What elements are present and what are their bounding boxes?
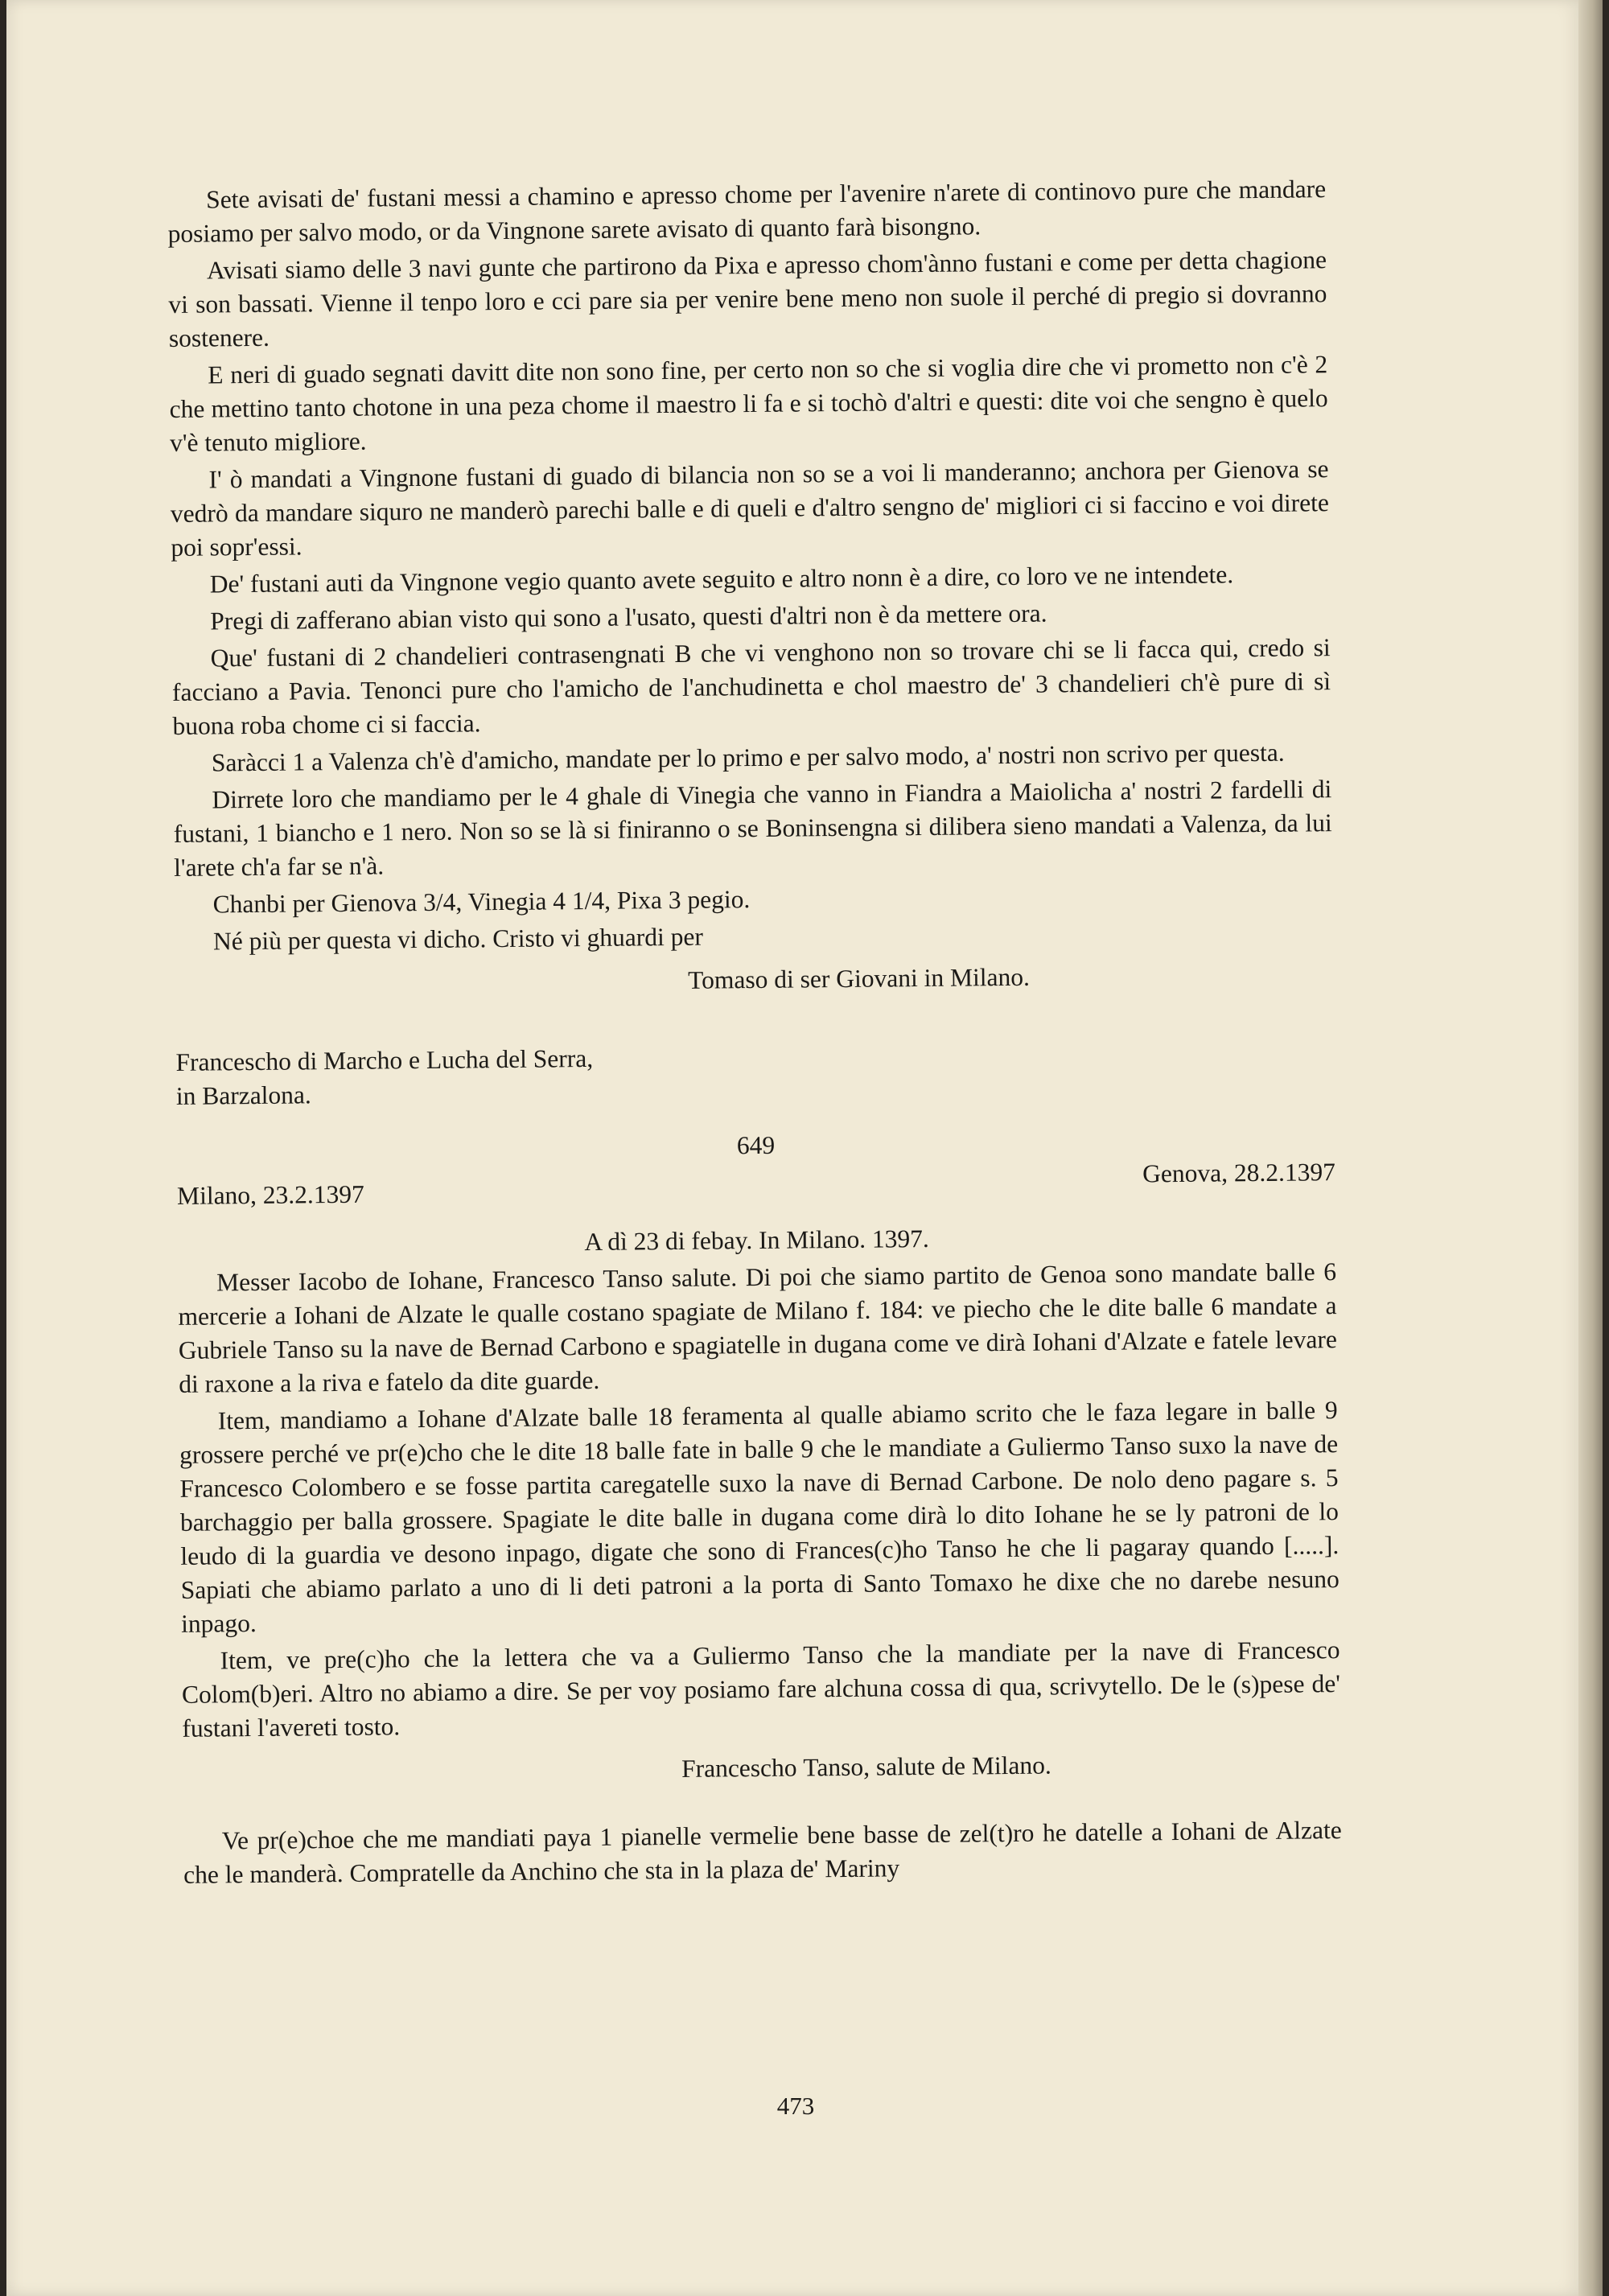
letter1-paragraph: Dirrete loro che mandiamo per le 4 ghale di Vinegia che vanno in Fiandra a Maiolicha a' nostri 2 fardelli di fustani, 1 biancho e 1 nero. Non so se là si finiranno o se Boninsengna si dilibera sieno mandati a Valenza, da lui l'arete ch'a far se n'à. [173,775,1332,882]
letter1-address [175,1035,1335,1113]
letter1-paragraph: De' fustani auti da Vingnone vegio quanto avete seguito e altro nonn è a dire, co loro ve ne intendete. [209,560,1234,599]
book-page [6,0,1585,2296]
page-number: 473 [776,2092,815,2120]
letter-destination: Genova, 28.2.1397 [1142,1158,1336,1188]
letter1-paragraph: Pregi di zafferano abian visto qui sono a l'usato, questi d'altri non è da mettere ora. [210,599,1047,636]
letter1-paragraph: Chanbi per Gienova 3/4, Vinegia 4 1/4, Pixa 3 pegio. [212,885,751,919]
letter2-paragraph: Item, ve pre(c)ho che la lettera che va a Guliermo Tanso che la mandiate per la nave di Francesco Colom(b)eri. Altro no abiamo a dire. Se per voy posiamo fare alchuna cossa di qua, scrivytello. De le (s)pese de' fustani l'avereti tosto. [181,1636,1341,1743]
letter2-postscript: Ve pr(e)choe che me mandiati paya 1 pianelle vermelie bene basse de zel(t)ro he datelle a Iohani de Alzate che le manderà. Compratelle da Anchino che sta in la plaza de' Mariny [183,1816,1342,1889]
letter1-paragraph: Né più per questa vi dicho. Cristo vi ghuardi per [212,922,704,956]
letter1-paragraph: Que' fustani di 2 chandelieri contrasengnati B che vi venghono non so trovare chi se li facca qui, credo si facciano a Pavia. Tenonci pure cho l'amicho de l'anchudinetta e chol maestro de' 3 chandelieri ch'è pure di sì buona roba chome ci si faccia. [171,633,1331,740]
letter1-paragraph: Sete avisati de' fustani messi a chamino e apresso chome per l'avenire n'arete di continovo pure che mandare posiamo per salvo modo, or da Vingnone sarete avisato di quanto farà bisongno. [167,175,1327,248]
address-line: Francescho di Marcho e Lucha del Serra, [175,1043,594,1076]
letter1-paragraph: I' ò mandati a Vingnone fustani di guado di bilancia non so se a voi li manderanno; anchora per Gienova se vedrò da mandare siquro ne manderò parechi balle e di queli e d'altro sengno de' migliori ci si faccino e voi direte poi sopr'essi. [170,455,1330,562]
letter1-signature: Tomaso di ser Giovani in Milano. [687,962,1031,994]
letter2-heading [176,1123,1335,1229]
letter-number: 649 [736,1130,776,1160]
letter1-paragraph: Avisati siamo delle 3 navi gunte che partirono da Pixa e apresso chom'ànno fustani e come per detta chagione vi son bassati. Vienne il tenpo loro e cci pare sia per venire bene meno non suole il perché di pregio si dovranno sostenere. [168,245,1327,352]
address-line: in Barzalona. [175,1080,311,1110]
book-spine-edge [1578,0,1603,2296]
letter2-paragraph: Messer Iacobo de Iohane, Francesco Tanso salute. Di poi che siamo partito de Genoa sono mandate balle 6 mercerie a Iohani de Alzate le qualle costano spagiate de Milano f. 184: ve piecho che le dite balle 6 mandate a Gubriele Tanso su la nave de Bernad Carbono e spagiatelle in dugana come ve dirà Iohani d'Alzate e fatele levare di raxone a la riva e fatelo da dite guarde. [178,1257,1338,1398]
letter2-dateline: A dì 23 di febay. In Milano. 1397. [584,1224,930,1257]
letter1-paragraph: E neri di guado segnati davitt dite non sono fine, per certo non so che si voglia dire che vi prometto non c'è 2 che mettino tanto chotone in una peza chome il maestro li fa e si tochò d'altri e questi: dite voi che sengno è quelo v'è tenuto migliore. [169,350,1328,457]
letter-origin: Milano, 23.2.1397 [176,1179,364,1210]
letter1-paragraph: Saràcci 1 a Valenza ch'è d'amicho, mandate per lo primo e per salvo modo, a' nostri non scrivo per questa. [211,738,1285,777]
page-text-block [167,172,1342,1895]
letter2-paragraph: Item, mandiamo a Iohane d'Alzate balle 18 feramenta al qualle abiamo scrito che le faza legare in balle 9 grossere perché ve pr(e)cho che le dite 18 balle fate in balle 9 che le mandiate a Guliermo Tanso suxo la nave de Francesco Colombero e se fosse partita caregatelle suxo la nave di Bernad Carbone. De nolo deno pagare s. 5 barchaggio per balla grossere. Spagiate le dite balle in dugana come dirà lo dito Iohane he se ly patroni de lo leudo di la guardia ve desono inpago, digate che sono di Frances(c)ho Tanso he che li pagaray quando [.....]. Sapiati che abiamo parlato a uno di li deti patroni a la porta di Santo Tomaxo he dixe che no darebe nesuno inpago. [179,1396,1339,1638]
letter2-signature: Franceschо Tanso, salute de Milano. [681,1751,1051,1783]
